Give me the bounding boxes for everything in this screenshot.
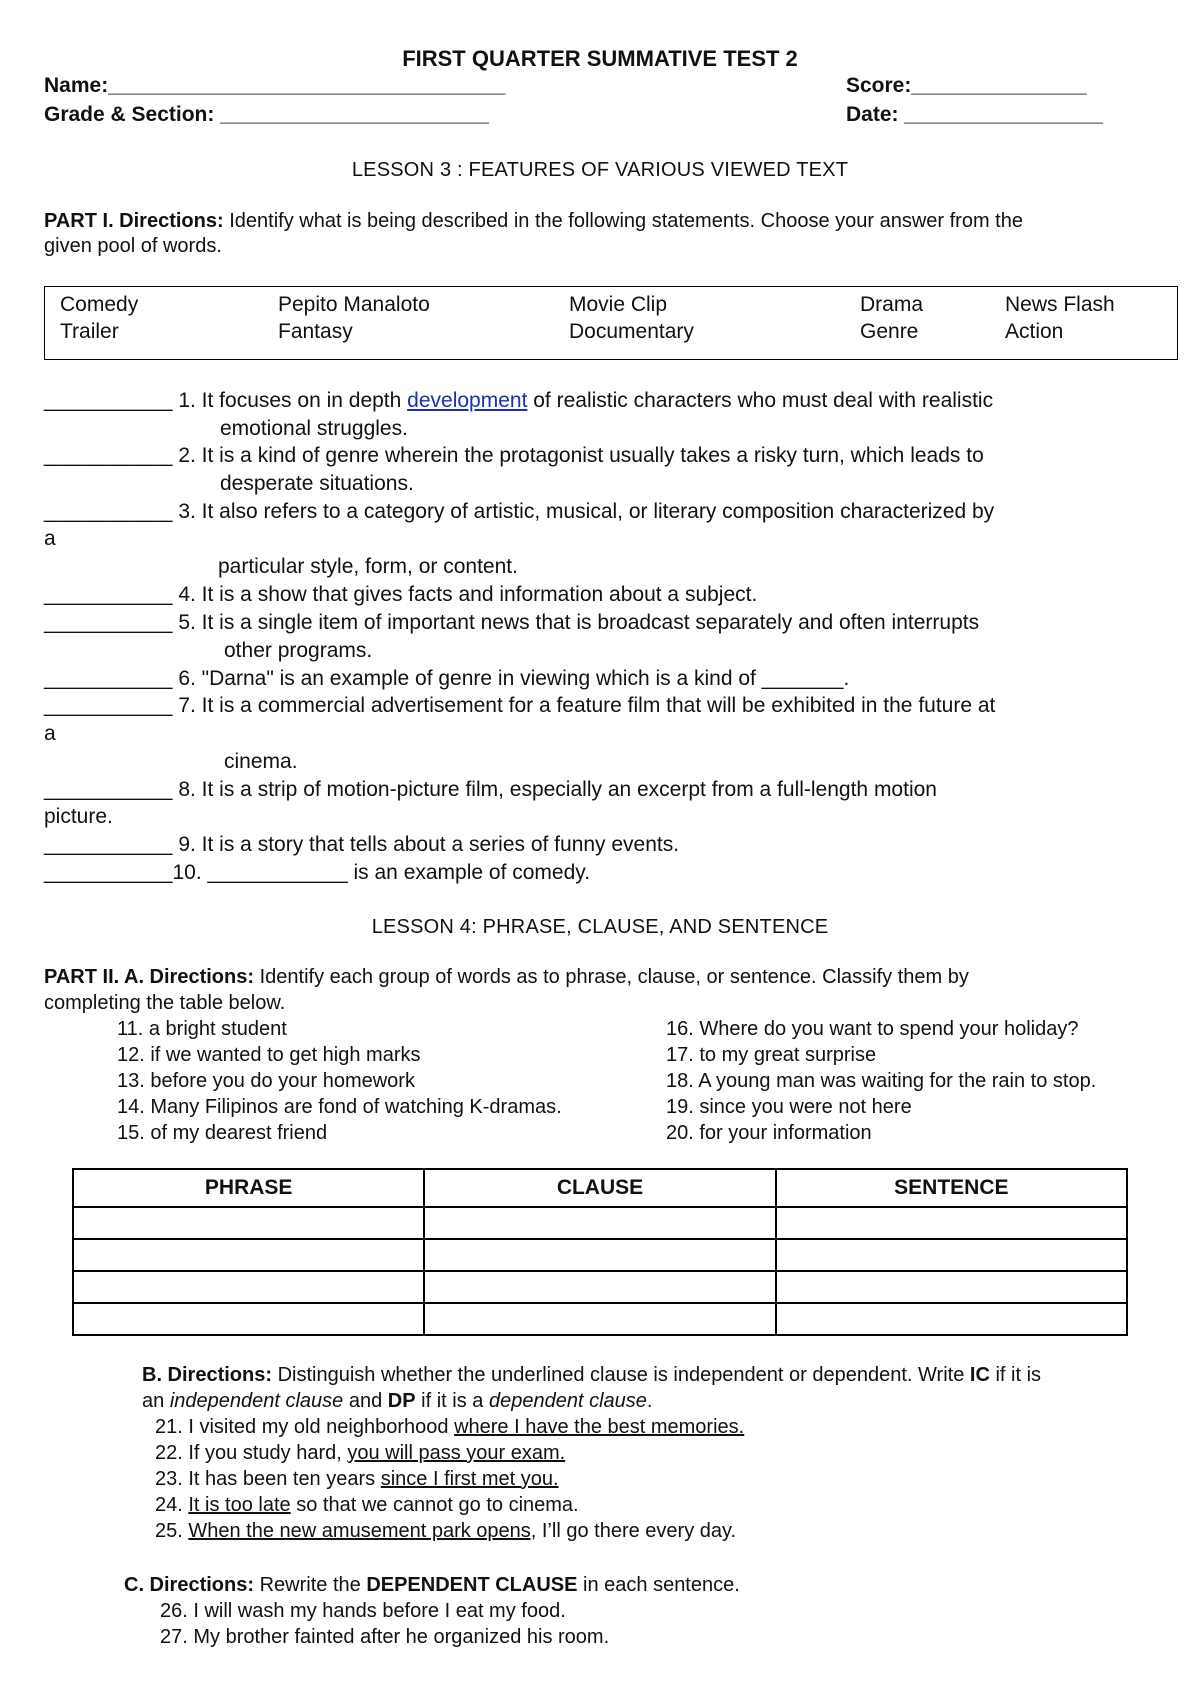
question-3-cont-b: particular style, form, or content. (218, 555, 518, 578)
pool-word: Comedy (60, 293, 139, 316)
table-row (73, 1239, 1127, 1271)
underlined-clause: It is too late (188, 1494, 291, 1516)
question-3 (44, 500, 994, 524)
question-8-cont: picture. (44, 805, 113, 828)
partB-text: Distinguish whether the underlined clause is independent or dependent. Write (277, 1364, 965, 1386)
part1-text-cont: given pool of words. (44, 235, 222, 257)
part1-label: PART I. Directions: (44, 210, 224, 232)
list-item: 12. if we wanted to get high marks (117, 1044, 421, 1066)
partA-text: Identify each group of words as to phrase, clause, or sentence. Classify them by (259, 966, 969, 988)
question-5 (44, 611, 979, 635)
answer-blank[interactable]: ___________ (44, 694, 173, 717)
question-7 (44, 694, 995, 718)
question-25 (155, 1520, 736, 1543)
partC-label: C. Directions: (124, 1574, 255, 1596)
question-text: 21. I visited my old neighborhood (155, 1416, 449, 1438)
underlined-clause: where I have the best memories. (454, 1416, 745, 1438)
answer-blank[interactable]: ___________ (44, 861, 173, 884)
question-24 (155, 1494, 579, 1517)
table-cell[interactable] (776, 1303, 1127, 1335)
pool-word: Drama (860, 293, 924, 316)
pool-word: Genre (860, 320, 919, 343)
table-cell[interactable] (73, 1303, 424, 1335)
ic-code: IC (969, 1364, 990, 1386)
table-cell[interactable] (776, 1207, 1127, 1239)
question-text: 1. It focuses on in depth (178, 389, 402, 412)
table-row (73, 1271, 1127, 1303)
list-item: 15. of my dearest friend (117, 1122, 328, 1144)
answer-blank[interactable]: ___________ (44, 389, 173, 412)
table-cell[interactable] (424, 1239, 775, 1271)
score-field[interactable]: Score:_______________ (846, 74, 1087, 97)
answer-blank[interactable]: ___________ (44, 500, 173, 523)
list-item: 13. before you do your homework (117, 1070, 415, 1092)
question-5-cont: other programs. (224, 639, 373, 662)
underlined-clause: you will pass your exam. (347, 1442, 566, 1464)
test-title: FIRST QUARTER SUMMATIVE TEST 2 (402, 46, 798, 71)
partA-label: PART II. A. Directions: (44, 966, 255, 988)
question-1 (44, 389, 993, 413)
question-3-cont-a: a (44, 527, 56, 550)
phrase-header: PHRASE (73, 1169, 424, 1207)
partA-directions (44, 966, 969, 989)
table-cell[interactable] (776, 1239, 1127, 1271)
list-item: 11. a bright student (117, 1018, 287, 1040)
answer-blank[interactable]: ___________ (44, 444, 173, 467)
table-cell[interactable] (73, 1271, 424, 1303)
partA-text-cont: completing the table below. (44, 992, 286, 1014)
pool-word: Pepito Manaloto (278, 293, 430, 316)
dependent-term: dependent clause (488, 1390, 647, 1412)
question-text: 22. If you study hard, (155, 1442, 342, 1464)
question-text: 10. ____________ is an example of comedy. (172, 861, 591, 884)
question-26: 26. I will wash my hands before I eat my food. (160, 1600, 566, 1622)
question-text: 3. It also refers to a category of artistic, musical, or literary composition characterized by (178, 500, 995, 523)
question-10 (44, 861, 590, 885)
lesson3-title: LESSON 3 : FEATURES OF VARIOUS VIEWED TEXT (351, 159, 849, 181)
partC-text: Rewrite the (259, 1574, 361, 1596)
pool-word: Documentary (569, 320, 694, 343)
clause-header: CLAUSE (424, 1169, 775, 1207)
list-item: 16. Where do you want to spend your holiday? (666, 1018, 1079, 1040)
question-text: 2. It is a kind of genre wherein the protagonist usually takes a risky turn, which leads to (178, 444, 984, 467)
grade-section-field[interactable]: Grade & Section: _______________________ (44, 103, 489, 126)
period: . (646, 1390, 653, 1412)
question-text: 4. It is a show that gives facts and information about a subject. (178, 583, 758, 606)
table-cell[interactable] (776, 1271, 1127, 1303)
table-row (73, 1207, 1127, 1239)
question-9 (44, 833, 679, 857)
list-item: 20. for your information (666, 1122, 872, 1144)
list-item: 17. to my great surprise (666, 1044, 877, 1066)
question-22 (155, 1442, 565, 1465)
pool-word: Trailer (60, 320, 119, 343)
pool-word: Movie Clip (569, 293, 668, 316)
dp-code: DP (387, 1390, 416, 1412)
question-text: 8. It is a strip of motion-picture film, especially an excerpt from a full-length motion (178, 778, 937, 801)
question-text: so that we cannot go to cinema. (296, 1494, 579, 1516)
partB-directions (142, 1364, 1041, 1387)
question-7-cont-a: a (44, 722, 56, 745)
question-text: 9. It is a story that tells about a series of funny events. (178, 833, 680, 856)
question-text: I’ll go there every day. (541, 1520, 737, 1542)
answer-blank[interactable]: ___________ (44, 611, 173, 634)
answer-blank[interactable]: ___________ (44, 583, 173, 606)
partC-directions (124, 1574, 740, 1597)
partB-text: if it is (995, 1364, 1042, 1386)
question-text: 5. It is a single item of important news that is broadcast separately and often interrupts (178, 611, 980, 634)
question-21 (155, 1416, 744, 1439)
answer-blank[interactable]: ___________ (44, 667, 173, 690)
partB-label: B. Directions: (142, 1364, 273, 1386)
list-item: 18. A young man was waiting for the rain to stop. (666, 1070, 1097, 1092)
list-item: 14. Many Filipinos are fond of watching K-dramas. (117, 1096, 562, 1118)
question-27: 27. My brother fainted after he organized his room. (160, 1626, 610, 1648)
table-cell[interactable] (73, 1239, 424, 1271)
sentence-header: SENTENCE (776, 1169, 1127, 1207)
development-link[interactable]: development (407, 389, 528, 412)
date-field[interactable]: Date: _________________ (846, 103, 1103, 126)
table-cell[interactable] (424, 1271, 775, 1303)
question-text: 6. "Darna" is an example of genre in viewing which is a kind of _______. (178, 667, 850, 690)
name-field[interactable]: Name:__________________________________ (44, 74, 506, 97)
partB-text: if it is a (421, 1390, 484, 1412)
lesson4-title: LESSON 4: PHRASE, CLAUSE, AND SENTENCE (371, 916, 829, 938)
list-item: 19. since you were not here (666, 1096, 912, 1118)
part1-text: Identify what is being described in the following statements. Choose your answer from the (229, 210, 1023, 232)
partB-text: and (348, 1390, 383, 1412)
question-1-cont: emotional struggles. (220, 417, 408, 440)
table-cell[interactable] (73, 1207, 424, 1239)
pool-word: Fantasy (278, 320, 353, 343)
question-text: 23. It has been ten years (155, 1468, 376, 1490)
question-23 (155, 1468, 559, 1491)
table-cell[interactable] (424, 1207, 775, 1239)
pool-word: News Flash (1005, 293, 1115, 316)
question-text: 7. It is a commercial advertisement for a feature film that will be exhibited in the future at (178, 694, 996, 717)
pool-word: Action (1005, 320, 1064, 343)
partC-text: in each sentence. (583, 1574, 740, 1596)
answer-blank[interactable]: ___________ (44, 778, 173, 801)
classification-table (72, 1168, 1128, 1336)
question-number: 24. (155, 1494, 183, 1516)
question-text: of realistic characters who must deal with realistic (533, 389, 994, 412)
question-number: 25. (155, 1520, 183, 1542)
partB-text: an (142, 1390, 165, 1412)
part1-directions (44, 210, 1023, 233)
question-7-cont-b: cinema. (224, 750, 298, 773)
question-2-cont: desperate situations. (220, 472, 414, 495)
table-row (73, 1303, 1127, 1335)
question-6 (44, 667, 849, 691)
question-8 (44, 778, 937, 802)
underlined-clause: When the new amusement park opens, (188, 1520, 537, 1542)
question-2 (44, 444, 984, 468)
partB-directions-cont (142, 1390, 652, 1413)
word-pool-box (44, 286, 1178, 360)
answer-blank[interactable]: ___________ (44, 833, 173, 856)
independent-term: independent clause (169, 1390, 344, 1412)
underlined-clause: since I first met you. (380, 1468, 559, 1490)
table-cell[interactable] (424, 1303, 775, 1335)
dependent-clause-term: DEPENDENT CLAUSE (366, 1574, 578, 1596)
question-4 (44, 583, 757, 607)
